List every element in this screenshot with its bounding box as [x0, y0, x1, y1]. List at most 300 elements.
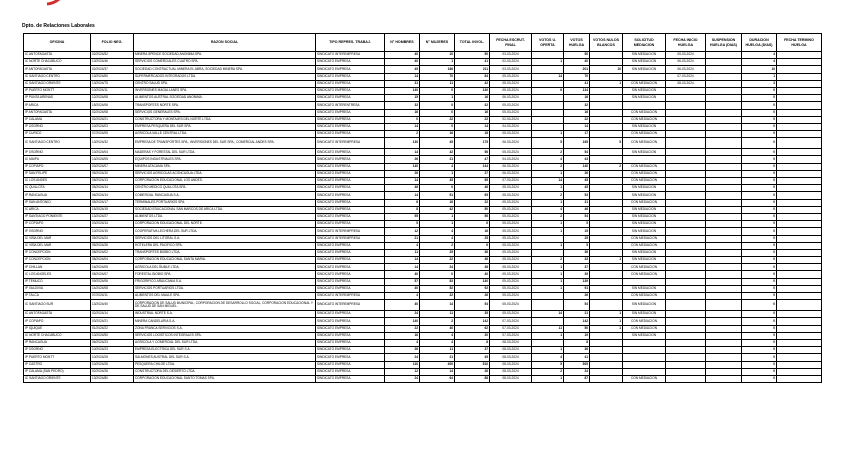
table-cell: SINDICATO EMPRESA [316, 170, 385, 177]
table-cell [706, 138, 742, 149]
table-cell [777, 242, 822, 249]
table-cell: 10/2024/04 [91, 149, 134, 156]
table-cell: 45 [564, 185, 590, 192]
table-cell: SIN MEDIACION [623, 221, 666, 228]
table-cell: 40 [385, 271, 420, 278]
table-cell [706, 354, 742, 361]
column-header: FECHA ESCRUT. FINAL [490, 34, 532, 52]
table-cell: 70 [564, 73, 590, 80]
table-cell: SIN MEDIACION [623, 300, 666, 311]
table-cell [590, 361, 623, 368]
table-cell [777, 228, 822, 235]
table-cell: MINERA SPENCE SOCIEDAD ANONIMA SPA. [134, 52, 316, 59]
table-cell: 5 [385, 221, 420, 228]
table-cell: 22 [420, 116, 455, 123]
table-cell [590, 221, 623, 228]
table-cell [590, 332, 623, 339]
table-cell: 6 [455, 221, 490, 228]
table-cell: SUPERMERCADOS INTEGRADOS LTDA. [134, 73, 316, 80]
table-cell: SINDICATO EMPRESA [316, 221, 385, 228]
table-cell [777, 131, 822, 138]
table-cell: 0 [742, 361, 777, 368]
table-cell: SINDICATO EMPRESA [316, 123, 385, 130]
table-header-row [24, 34, 822, 52]
table-cell [666, 361, 706, 368]
table-cell [590, 235, 623, 242]
table-cell: 01/2024/22 [91, 325, 134, 332]
table-cell: SIN MEDIACION [623, 192, 666, 199]
table-cell [666, 271, 706, 278]
table-cell: 08-03-2024 [490, 375, 532, 382]
table-cell [777, 332, 822, 339]
table-cell: 110 [385, 361, 420, 368]
table-cell [777, 271, 822, 278]
table-cell: 1 [532, 285, 564, 292]
table-cell: 06/2024/14 [91, 192, 134, 199]
table-cell: IP CONCEPCION [24, 249, 91, 256]
table-row [24, 199, 822, 206]
table-cell: SINDICATO EMPRESA [316, 347, 385, 354]
table-cell [777, 185, 822, 192]
table-cell: 21 [420, 354, 455, 361]
table-cell: 65 [455, 192, 490, 199]
table-cell: CON MEDIACION [623, 199, 666, 206]
table-cell: 08-03-2024 [490, 339, 532, 346]
table-cell: 36 [455, 249, 490, 256]
table-cell: 0 [742, 311, 777, 318]
table-cell: SINDICATO INTERENTRESA [316, 102, 385, 109]
table-cell [590, 149, 623, 156]
table-cell: 0 [742, 368, 777, 375]
table-cell [532, 249, 564, 256]
table-cell: 45 [420, 138, 455, 149]
table-cell: SALMONES AUSTRAL DEL SUR S.A. [134, 354, 316, 361]
table-cell: SIN MEDIACION [623, 52, 666, 59]
table-cell [666, 199, 706, 206]
table-cell [706, 318, 742, 325]
table-cell: IC VIÑA DEL MAR [24, 235, 91, 242]
column-header: TIPO REPRES. TRABAJ. [316, 34, 385, 52]
table-cell: 1 [532, 199, 564, 206]
table-cell: IP PUERTO MONTT [24, 87, 91, 94]
table-cell: AGRICOLA Y COMERCIAL DEL SUR LTDA. [134, 339, 316, 346]
table-cell: 02/2024/08 [91, 109, 134, 116]
table-cell [623, 347, 666, 354]
table-cell: IP PUERTO MONTT [24, 354, 91, 361]
table-cell: MINERA ATACAMA SPA. [134, 163, 316, 170]
table-cell [706, 95, 742, 102]
table-cell: SINDICATO EMPRESA [316, 163, 385, 170]
table-cell: 2 [532, 149, 564, 156]
table-cell: 0 [742, 271, 777, 278]
table-cell: 0 [742, 116, 777, 123]
table-cell: 54 [455, 300, 490, 311]
table-cell [777, 80, 822, 87]
table-cell [777, 95, 822, 102]
table-cell [666, 170, 706, 177]
table-cell: 201 [564, 66, 590, 73]
table-cell: IP ANTOFAGASTA [24, 109, 91, 116]
table-cell [777, 361, 822, 368]
table-cell: 37 [564, 264, 590, 271]
table-cell [777, 354, 822, 361]
table-cell: IP COPIAPO [24, 163, 91, 170]
table-cell: 139 [564, 278, 590, 285]
table-cell: IP CASTRO [24, 361, 91, 368]
table-cell [777, 199, 822, 206]
table-cell [623, 361, 666, 368]
table-row [24, 375, 822, 382]
table-cell [706, 325, 742, 332]
table-cell: 05/2024/24 [91, 235, 134, 242]
table-cell: 0 [742, 285, 777, 292]
table-cell: 36 [564, 249, 590, 256]
table-cell: 05-03-2024 [490, 300, 532, 311]
table-cell: 08-03-2024 [490, 347, 532, 354]
table-cell: 05-03-2024 [490, 264, 532, 271]
table-cell [590, 249, 623, 256]
table-cell: 0 [742, 199, 777, 206]
table-cell [532, 66, 564, 73]
table-cell: 13/2024/40 [91, 300, 134, 311]
table-cell: 21 [564, 199, 590, 206]
table-cell [666, 278, 706, 285]
table-cell: 84 [455, 73, 490, 80]
table-cell: 14 [385, 257, 420, 264]
table-cell [666, 354, 706, 361]
table-cell [706, 102, 742, 109]
table-cell: 8 [564, 339, 590, 346]
table-cell: 5 [532, 138, 564, 149]
table-cell: 13/2024/75 [91, 80, 134, 87]
table-cell: 1 [532, 170, 564, 177]
table-cell: MADERAS Y FORESTAL DEL SUR LTDA. [134, 149, 316, 156]
table-cell [777, 66, 822, 73]
table-row [24, 66, 822, 73]
table-cell: 05-03-2024 [490, 73, 532, 80]
table-cell: CON MEDIACION [623, 325, 666, 332]
table-cell: 05-03-2024 [490, 293, 532, 300]
table-cell: 05-03-2024 [490, 87, 532, 94]
table-cell: 140 [385, 318, 420, 325]
table-cell: SINDICATO EMPRESA [316, 278, 385, 285]
table-row [24, 73, 822, 80]
table-cell: SIN MEDIACION [623, 59, 666, 66]
table-cell: 16 [564, 95, 590, 102]
table-cell: 0 [420, 123, 455, 130]
table-cell: 57 [385, 278, 420, 285]
table-cell [532, 102, 564, 109]
table-cell: 05-03-2024 [490, 192, 532, 199]
table-cell: 26 [385, 170, 420, 177]
table-cell [777, 235, 822, 242]
table-cell: 50 [564, 52, 590, 59]
table-cell: 25 [420, 249, 455, 256]
table-cell: 8 [455, 339, 490, 346]
table-cell [532, 116, 564, 123]
table-cell: 0 [742, 264, 777, 271]
table-cell [666, 339, 706, 346]
table-cell [706, 271, 742, 278]
table-cell: 0 [742, 87, 777, 94]
table-cell: 14 [385, 149, 420, 156]
table-cell: SINDICATO INTEREMPRESA [316, 138, 385, 149]
table-cell: 06-03-2024 [490, 95, 532, 102]
table-cell: SERVICIOS COMERCIALES CUATRO SPA. [134, 59, 316, 66]
table-cell: 6 [455, 242, 490, 249]
table-cell: 13/2024/60 [91, 73, 134, 80]
table-cell: 10/2024/11 [91, 87, 134, 94]
table-cell: 02/2024/37 [91, 66, 134, 73]
table-cell: EMPRESA PESQUERA DEL SUR SPA. [134, 123, 316, 130]
table-cell: 02/2024/26 [91, 368, 134, 375]
table-cell: 0 [420, 87, 455, 94]
table-cell [706, 52, 742, 59]
table-cell: 17 [564, 131, 590, 138]
table-row [24, 213, 822, 220]
table-cell: 0 [742, 192, 777, 199]
table-cell: 55 [385, 213, 420, 220]
table-cell: 0 [385, 116, 420, 123]
table-cell: 0 [742, 278, 777, 285]
table-cell: 4 [420, 228, 455, 235]
direccion-del-trabajo-logo [22, 0, 72, 12]
table-row [24, 123, 822, 130]
table-cell: PESQUERA CHILOE LTDA. [134, 361, 316, 368]
table-cell: 40 [385, 52, 420, 59]
table-cell: 47 [455, 156, 490, 163]
table-cell: SINDICATO EMPRESA [316, 206, 385, 213]
table-cell: 02/2024/21 [91, 116, 134, 123]
table-cell [623, 368, 666, 375]
table-cell: 4 [532, 156, 564, 163]
table-cell: 92 [455, 285, 490, 292]
table-cell: 1 [532, 347, 564, 354]
table-cell: 45 [564, 178, 590, 185]
table-row [24, 138, 822, 149]
table-cell: SIN MEDIACION [623, 66, 666, 73]
table-cell: COMERCIAL RANCAGUA S.A. [134, 192, 316, 199]
table-cell: 2 [532, 368, 564, 375]
table-cell: 14 [532, 73, 564, 80]
table-cell [590, 52, 623, 59]
table-cell: 4 [385, 339, 420, 346]
table-cell: 02/2024/14 [91, 311, 134, 318]
table-cell [706, 131, 742, 138]
table-cell: SINDICATO EMPRESA [316, 116, 385, 123]
table-cell: 16 [455, 228, 490, 235]
column-header: OFICINA [24, 34, 91, 52]
table-cell: 15/2024/06 [91, 102, 134, 109]
table-cell: 15/2024/15 [91, 206, 134, 213]
table-cell [623, 102, 666, 109]
table-cell: SINDICATO EMPRESA [316, 59, 385, 66]
table-cell: 14 [420, 368, 455, 375]
table-cell: 59 [455, 178, 490, 185]
table-cell [777, 116, 822, 123]
table-row [24, 311, 822, 318]
table-cell: 05/2024/13 [91, 178, 134, 185]
table-cell [666, 318, 706, 325]
table-cell [666, 178, 706, 185]
table-cell: 04-03-2024 [490, 156, 532, 163]
table-cell [532, 318, 564, 325]
column-header: N° HOMBRES [385, 34, 420, 52]
table-cell [777, 206, 822, 213]
table-cell: CONSTRUCTORA Y MONTAJES DEL NORTE LTDA. [134, 116, 316, 123]
table-cell [706, 206, 742, 213]
table-cell: 0 [742, 138, 777, 149]
table-row [24, 109, 822, 116]
table-cell: SINDICATO EMPRESA [316, 361, 385, 368]
table-cell [532, 123, 564, 130]
table-cell [706, 116, 742, 123]
table-cell [666, 109, 706, 116]
table-cell: 0 [742, 178, 777, 185]
table-cell: 41 [564, 354, 590, 361]
table-cell [666, 311, 706, 318]
column-header: VOTOS U. OFERTA [532, 34, 564, 52]
table-cell: 05-03-2024 [666, 52, 706, 59]
table-cell: SINDICATO INTEREMPRESA [316, 235, 385, 242]
table-cell [777, 163, 822, 170]
table-cell: 1 [532, 228, 564, 235]
table-cell: 0 [742, 332, 777, 339]
table-cell: SINDICATO EMPRESA [316, 249, 385, 256]
table-row [24, 278, 822, 285]
table-row [24, 149, 822, 156]
table-cell: 1 [532, 131, 564, 138]
table-cell [706, 59, 742, 66]
table-cell: SINDICATO EMPRESA [316, 131, 385, 138]
table-cell: SINDICATO EMPRESA [316, 80, 385, 87]
table-cell [666, 257, 706, 264]
table-cell: 64 [420, 375, 455, 382]
table-cell: 0 [742, 228, 777, 235]
table-cell [590, 59, 623, 66]
table-cell: 32 [564, 102, 590, 109]
table-cell: 0 [420, 271, 455, 278]
table-cell [590, 95, 623, 102]
table-cell [706, 235, 742, 242]
table-cell [666, 149, 706, 156]
table-cell: 0 [742, 354, 777, 361]
table-cell: 142 [564, 318, 590, 325]
table-cell: 19 [564, 332, 590, 339]
table-cell: IC NORTE CHACABUCO [24, 59, 91, 66]
table-cell: 1 [420, 170, 455, 177]
table-cell [532, 235, 564, 242]
table-cell: IP CALAMA [24, 116, 91, 123]
table-cell: 140 [564, 163, 590, 170]
table-cell: 11 [420, 80, 455, 87]
table-cell: 33 [564, 257, 590, 264]
table-cell: 42 [455, 80, 490, 87]
table-cell: 10/2024/15 [91, 228, 134, 235]
table-cell: 02-03-2024 [490, 59, 532, 66]
table-cell [777, 311, 822, 318]
table-cell [666, 163, 706, 170]
table-cell: 52 [420, 285, 455, 292]
table-cell: 46 [385, 185, 420, 192]
table-cell: 0 [742, 149, 777, 156]
table-cell [590, 109, 623, 116]
table-row [24, 339, 822, 346]
table-cell: 2 [420, 242, 455, 249]
table-cell [590, 185, 623, 192]
table-row [24, 285, 822, 292]
table-cell: 13/2024/80 [91, 375, 134, 382]
table-cell [706, 368, 742, 375]
table-cell [590, 271, 623, 278]
table-row [24, 95, 822, 102]
table-cell: 0 [742, 242, 777, 249]
table-cell: 70 [420, 73, 455, 80]
table-cell [532, 293, 564, 300]
table-cell: 16 [455, 95, 490, 102]
table-cell: 40 [385, 59, 420, 66]
table-cell: CON MEDIACION [623, 375, 666, 382]
table-cell: SOCIEDAD CONTRACTUAL MINERA EL ABRA, SOCIEDAD MINERA SPA. [134, 66, 316, 73]
table-cell: SINDICATO EMPRESA [316, 257, 385, 264]
table-cell: 0 [742, 257, 777, 264]
table-cell: IC MAIPU [24, 156, 91, 163]
table-cell: 15 [564, 228, 590, 235]
table-cell [666, 95, 706, 102]
table-row [24, 206, 822, 213]
table-cell: ALIMENTOS LTDA. [134, 213, 316, 220]
table-cell: SINDICATO EMPRESA [316, 192, 385, 199]
table-cell [777, 149, 822, 156]
table-cell [706, 73, 742, 80]
table-cell: 12/2024/08 [91, 95, 134, 102]
table-cell: 05-03-2024 [490, 257, 532, 264]
table-cell: 10/2024/03 [91, 123, 134, 130]
table-cell [777, 285, 822, 292]
table-cell: 400 [420, 361, 455, 368]
table-cell: 45 [385, 66, 420, 73]
table-cell: 53 [564, 192, 590, 199]
table-cell: IP CALAMA (SAN PEDRO) [24, 368, 91, 375]
table-cell: 13/2024/46 [91, 59, 134, 66]
table-cell: 03/2024/07 [91, 163, 134, 170]
table-cell [666, 285, 706, 292]
table-row [24, 221, 822, 228]
table-cell: 166 [420, 66, 455, 73]
table-cell: 140 [455, 87, 490, 94]
table-cell: EMPRESA ELECTRICA DEL SUR S.A. [134, 347, 316, 354]
table-cell: 10/2024/25 [91, 354, 134, 361]
table-row [24, 264, 822, 271]
table-cell: 4 [385, 293, 420, 300]
table-cell: 24 [385, 311, 420, 318]
table-cell [666, 156, 706, 163]
table-cell: 144 [455, 163, 490, 170]
table-cell: IP TEMUCO [24, 278, 91, 285]
table-cell [590, 102, 623, 109]
table-cell: 0 [742, 213, 777, 220]
table-cell: 1 [532, 59, 564, 66]
table-cell: SIN MEDIACION [623, 228, 666, 235]
table-cell: 10/2024/26 [91, 361, 134, 368]
table-cell: 62 [455, 325, 490, 332]
table-cell: ALIMENTOS AUSTRAL SOCIEDAD ANONIMA. [134, 95, 316, 102]
table-cell: IP PUNTA ARENAS [24, 95, 91, 102]
table-cell: 08/2024/04 [91, 257, 134, 264]
table-cell: SINDICATO EMPRESA [316, 87, 385, 94]
table-cell: 21 [564, 311, 590, 318]
table-cell [777, 123, 822, 130]
